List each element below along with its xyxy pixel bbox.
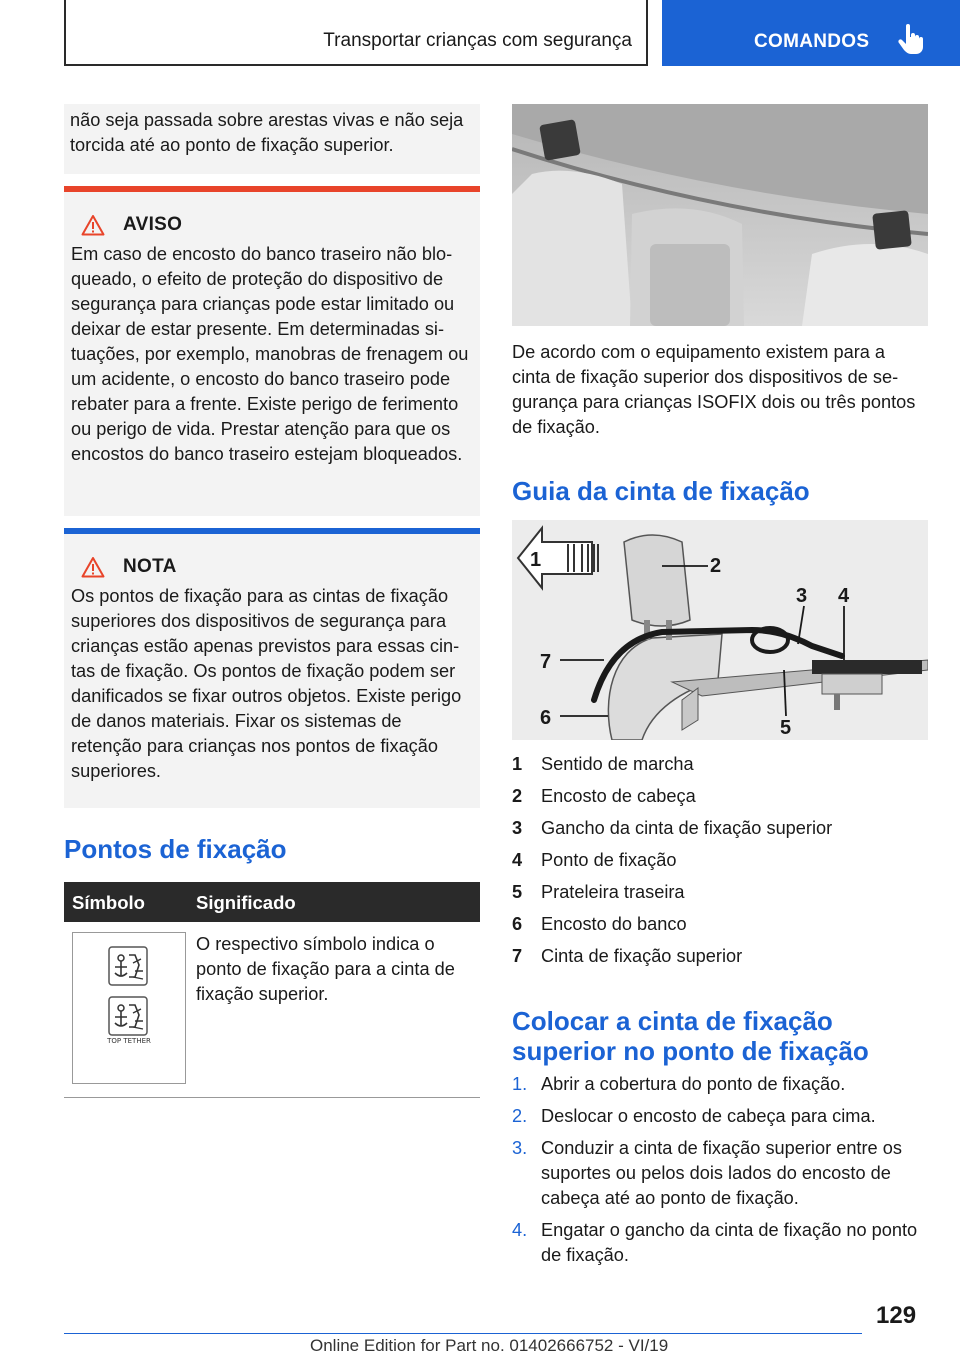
warning-header [81,212,473,238]
legend-number: 7 [512,946,523,966]
rear-shelf-photo-illustration [512,104,928,326]
list-item [512,848,928,880]
legend-text: Cinta de fixação superior [541,946,743,966]
list-item [512,784,928,816]
footer-divider [64,1333,862,1334]
list-item [512,880,928,912]
legend-number: 2 [512,786,523,806]
legend-text: Sentido de marcha [541,754,694,774]
symbol-caption: TOP TETHER [107,1037,151,1045]
note-box [64,528,480,808]
step-number: 4. [512,1220,528,1240]
diagram-callout-2: 2 [710,555,722,577]
legend-text: Encosto de cabeça [541,786,696,806]
legend-number: 6 [512,914,523,934]
step-number: 3. [512,1138,528,1158]
step-number: 1. [512,1074,528,1094]
diagram-callout-3: 3 [796,585,808,607]
strap-guide-diagram [512,520,928,740]
step-text: Conduzir a cinta de fixação superior entre os suportes ou pelos dois lados do encosto de cabeça até ao ponto de fixação. [541,1138,902,1208]
legend-text: Ponto de fixação [541,850,677,870]
list-item [512,944,928,976]
diagram-callout-5: 5 [780,717,792,739]
list-item [512,1136,928,1211]
diagram-legend [512,752,928,976]
continued-text-box [64,104,480,174]
hand-pointer-icon [898,24,924,54]
legend-number: 3 [512,818,523,838]
legend-text: Prateleira traseira [541,882,685,902]
note-label: NOTA [123,556,177,577]
heading-anchor-points: Pontos de fixação [64,834,287,864]
list-item [512,1104,928,1129]
diagram-callout-7: 7 [540,651,552,673]
table-header-meaning: Significado [196,892,296,913]
table-row [64,922,480,1098]
list-item [512,816,928,848]
diagram-callout-4: 4 [838,585,850,607]
diagram-callout-1: 1 [530,549,542,571]
list-item [512,752,928,784]
table-header-symbol: Símbolo [72,892,145,913]
legend-number: 4 [512,850,523,870]
attach-steps [512,1072,928,1275]
warning-text: Em caso de encosto do banco traseiro não bloqueado, o efeito de proteção do dispositivo de segurança para crianças pode estar limitado ou deixar de estar presente. Em determinadas situações, por exemplo, manobras de frenagem ou um acidente, o encosto do banco traseiro pode rebater para a frente. Existe perigo de ferimento ou perigo de vida. Prestar atenção para que os encostos do banco traseiro estejam bloqueados. [71,244,469,464]
warning-triangle-icon [81,556,105,578]
heading-strap-guide: Guia da cinta de fixação [512,476,810,506]
symbol-cell [72,932,186,1084]
child-seat-anchor-icon [73,933,185,1083]
warning-triangle-icon [81,214,105,236]
warning-label: AVISO [123,214,183,235]
chapter-title: COMANDOS [754,31,870,52]
legend-number: 1 [512,754,523,774]
note-text: Os pontos de fixação para as cintas de fixação superiores dos dispositivos de segurança para crianças estão apenas previstos para essas cintas de fixação. Os pontos de fixação podem ser danificados se fixar outros objetos. Existe perigo de danos materiais. Fixar os sistemas de retenção para crianças nos pontos de fixação superiores. [71,586,462,781]
legend-number: 5 [512,882,523,902]
legend-text: Gancho da cinta de fixação superior [541,818,833,838]
heading-attach-line-1: Colocar a cinta de fixação [512,1006,833,1036]
list-item [512,1218,928,1268]
header-section-box [64,0,648,66]
diagram-callout-6: 6 [540,707,552,729]
symbol-table [64,882,480,1098]
list-item [512,1072,928,1097]
photo-caption: De acordo com o equipamento existem para a cinta de fixação superior dos dispositivos de segurança para crianças ISOFIX dois ou três pontos de fixação. [512,342,916,437]
continued-text: não seja passada sobre arestas vivas e não seja torcida até ao ponto de fixação superior. [70,110,464,155]
header-chapter-tab[interactable] [662,0,960,66]
page-number: 129 [876,1302,917,1329]
table-header [64,882,480,922]
anchor-points-photo [512,104,928,326]
symbol-meaning: O respectivo símbolo indica o ponto de fixação para a cinta de fixação superior. [196,934,455,1004]
section-title: Transportar crianças com segurança [323,30,632,51]
legend-text: Encosto do banco [541,914,687,934]
edition-text: Online Edition for Part no. 01402666752 - VI/19 [310,1336,669,1355]
step-text: Engatar o gancho da cinta de fixação no ponto de fixação. [541,1220,918,1265]
warning-box [64,186,480,516]
step-number: 2. [512,1106,528,1126]
tether-strap-diagram [512,520,928,740]
heading-attach-line-2: superior no ponto de fixação [512,1036,869,1066]
list-item [512,912,928,944]
step-text: Abrir a cobertura do ponto de fixação. [541,1074,846,1094]
step-text: Deslocar o encosto de cabeça para cima. [541,1106,876,1126]
heading-attach-strap [512,1006,869,1066]
note-header [81,554,473,580]
